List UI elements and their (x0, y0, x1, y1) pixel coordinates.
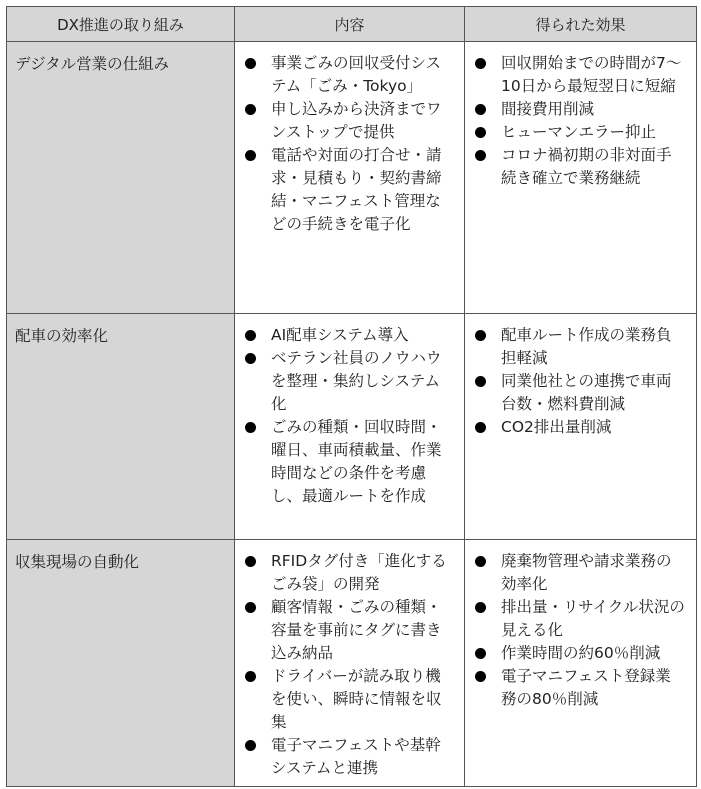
content-list (235, 42, 464, 242)
list-item: ヒューマンエラー抑止 (501, 121, 686, 144)
list-item: 電話や対面の打合せ・請求・見積もり・契約書締結・マニフェスト管理などの手続きを電子化 (271, 144, 454, 236)
dx-initiatives-table (6, 6, 697, 787)
header-initiative: DX推進の取り組み (7, 7, 235, 42)
table-row (7, 42, 697, 314)
table-row (7, 314, 697, 540)
list-item: ベテラン社員のノウハウを整理・集約しシステム化 (271, 347, 454, 416)
list-item: 作業時間の約60％削減 (501, 642, 686, 665)
list-item: AI配車システム導入 (271, 324, 454, 347)
list-item: 廃棄物管理や請求業務の効率化 (501, 550, 686, 596)
effects-cell (465, 42, 697, 314)
list-item: 間接費用削減 (501, 98, 686, 121)
effects-cell (465, 540, 697, 787)
list-item: 回収開始までの時間が7〜10日から最短翌日に短縮 (501, 52, 686, 98)
list-item: RFIDタグ付き「進化するごみ袋」の開発 (271, 550, 454, 596)
table-row (7, 540, 697, 787)
list-item: 電子マニフェスト登録業務の80％削減 (501, 665, 686, 711)
list-item: ごみの種類・回収時間・曜日、車両積載量、作業時間などの条件を考慮し、最適ルートを作成 (271, 416, 454, 508)
list-item: CO2排出量削減 (501, 416, 686, 439)
content-list (235, 540, 464, 786)
header-content: 内容 (235, 7, 465, 42)
list-item: 電子マニフェストや基幹システムと連携 (271, 734, 454, 780)
category-cell: デジタル営業の仕組み (7, 42, 235, 314)
list-item: ドライバーが読み取り機を使い、瞬時に情報を収集 (271, 665, 454, 734)
list-item: 同業他社との連携で車両台数・燃料費削減 (501, 370, 686, 416)
content-cell (235, 540, 465, 787)
list-item: 顧客情報・ごみの種類・容量を事前にタグに書き込み納品 (271, 596, 454, 665)
list-item: 申し込みから決済までワンストップで提供 (271, 98, 454, 144)
list-item: 事業ごみの回収受付システム「ごみ・Tokyo」 (271, 52, 454, 98)
content-cell (235, 42, 465, 314)
header-row (7, 7, 697, 42)
effects-cell (465, 314, 697, 540)
effects-list (465, 540, 696, 717)
list-item: 排出量・リサイクル状況の見える化 (501, 596, 686, 642)
effects-list (465, 314, 696, 445)
content-list (235, 314, 464, 514)
category-cell: 配車の効率化 (7, 314, 235, 540)
list-item: 配車ルート作成の業務負担軽減 (501, 324, 686, 370)
effects-list (465, 42, 696, 196)
category-cell: 収集現場の自動化 (7, 540, 235, 787)
content-cell (235, 314, 465, 540)
list-item: コロナ禍初期の非対面手続き確立で業務継続 (501, 144, 686, 190)
header-effects: 得られた効果 (465, 7, 697, 42)
